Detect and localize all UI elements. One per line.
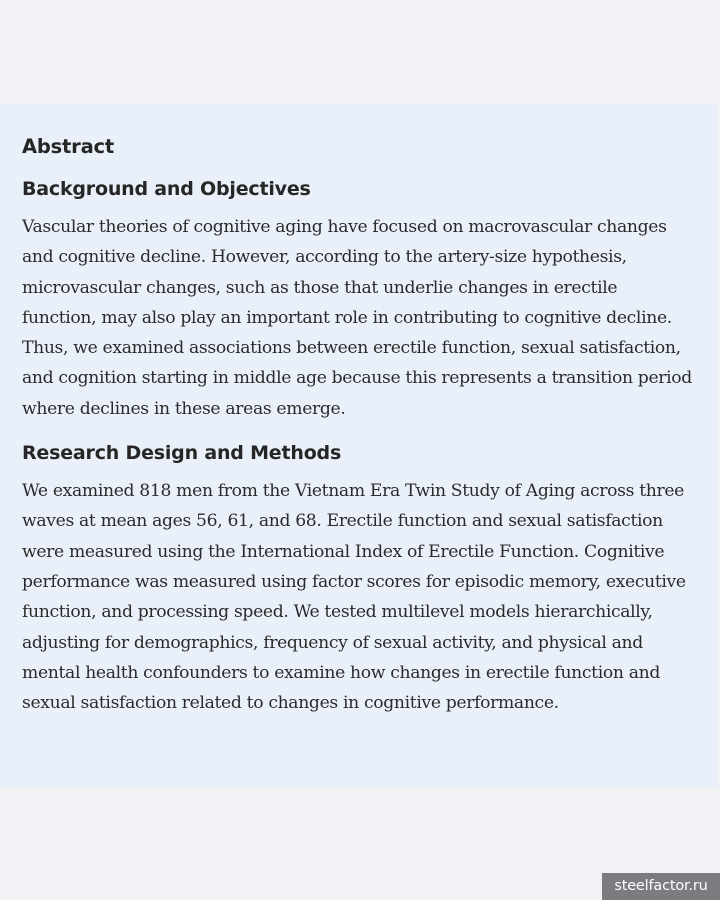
section-heading-methods: Research Design and Methods — [22, 442, 342, 465]
section-text-methods: We examined 818 men from the Vietnam Era Twin Study of Aging across three waves at mean ages 56, 61, and 68. Erectile function and sexual satisfaction were measured using the International Index of Erectile Function. Cognitive performance was measured using factor scores for episodic memory, executive function, and processing speed. We tested multilevel models hierarchically, adjusting for demographics, frequency of sexual activity, and physical and mental health confounders to examine how changes in erectile function and sexual satisfaction related to changes in cognitive performance. — [22, 481, 686, 714]
section-heading-background: Background and Objectives — [22, 178, 311, 200]
abstract-title: Abstract — [22, 135, 115, 158]
abstract-card — [0, 104, 718, 787]
section-text-background: Vascular theories of cognitive aging have focused on macrovascular changes and cognitive decline. However, according to the artery-size hypothesis, microvascular changes, such as those that underlie changes in erectile function, may also play an important role in contributing to cognitive decline. Thus, we examined associations between erectile function, sexual satisfaction, and cognition starting in middle age because this represents a transition period where declines in these areas emerge. — [22, 217, 692, 419]
watermark-badge: steelfactor.ru — [602, 873, 720, 900]
